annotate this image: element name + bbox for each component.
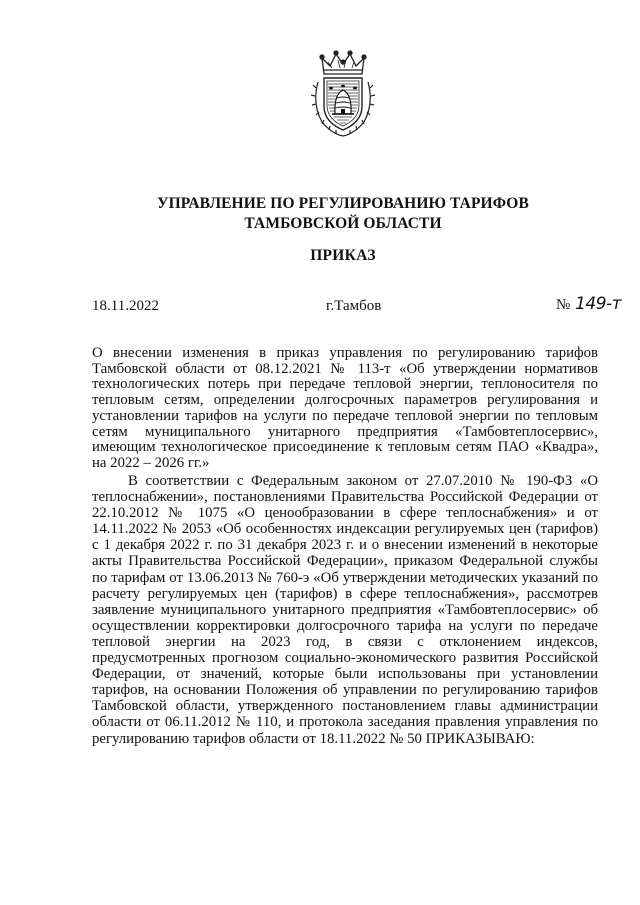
document-body-paragraph: В соответствии с Федеральным законом от 27.07.2010 № 190-ФЗ «О теплоснабжении», постановлениями Правительства Российской Федерации от 22.10.2012 № 1075 «О ценообразовании в сфере теплоснабжения» и от 14.11.2022 № 2053 «Об особенностях индексации регулируемых цен (тарифов) с 1 декабря 2022 г. по 31 декабря 2023 г. и о внесении изменений в некоторые акты Правительства Российской Федерации», приказом Федеральной службы по тарифам от 13.06.2013 № 760-э «Об утверждении методических указаний по расчету регулируемых цен (тарифов) в сфере теплоснабжения», рассмотрев заявление муниципального унитарного предприятия «Тамбовтеплосервис» об осуществлении корректировки долгосрочного тарифа на услуги по передаче тепловой энергии на 2023 год, в связи с отклонением индексов, предусмотренных прогнозом социально-экономического развития Российской Федерации, от значений, которые были использованы при установлении тарифов, на основании Положения об управлении по регулированию тарифов Тамбовской области, утвержденного постановлением главы администрации области от 06.11.2012 № 110, и протокола заседания правления управления по регулированию тарифов области от 18.11.2022 № 50 ПРИКАЗЫВАЮ: (92, 473, 598, 747)
document-type-title: ПРИКАЗ (310, 247, 376, 264)
agency-name-line1: УПРАВЛЕНИЕ ПО РЕГУЛИРОВАНИЮ ТАРИФОВ (157, 195, 529, 212)
handwritten-number: 149-т (575, 294, 622, 314)
agency-name-line2: ТАМБОВСКОЙ ОБЛАСТИ (244, 215, 442, 232)
coat-of-arms-icon (310, 48, 376, 138)
agency-name (0, 194, 640, 234)
document-date: 18.11.2022 (92, 298, 159, 314)
document-subject: О внесении изменения в приказ управления по регулированию тарифов Тамбовской области от 08.12.2021 № 113-т «Об утверждении нормативов технологических потерь при передаче тепловой энергии, теплоносителя по тепловым сетям, определении долгосрочных параметров регулирования и установлении тарифов на услуги по передаче тепловой энергии по тепловым сетям муниципального унитарного предприятия «Тамбовтеплосервис», имеющим технологическое присоединение к тепловым сетям ПАО «Квадра», на 2022 – 2026 гг.» (92, 345, 598, 471)
document-number (556, 294, 621, 314)
number-sign: № (556, 297, 571, 313)
document-city: г.Тамбов (326, 298, 382, 314)
